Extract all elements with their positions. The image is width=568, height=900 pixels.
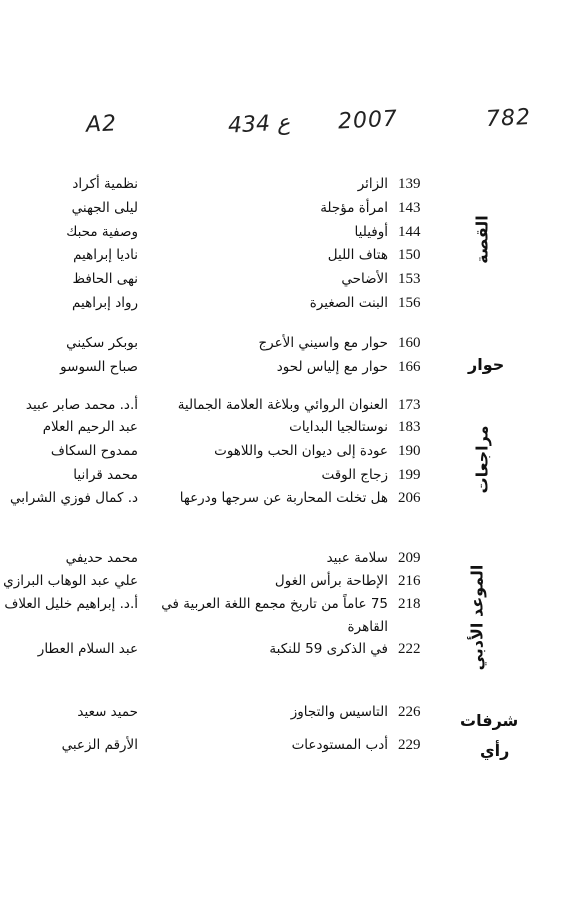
handwritten-mark-issue: 434 ع bbox=[227, 110, 291, 139]
entry-author: بوبكر سكيني bbox=[66, 335, 138, 351]
entry-author: أ.د. إبراهيم خليل العلاف bbox=[4, 596, 138, 612]
page-number: 218 bbox=[398, 596, 421, 612]
toc-entry bbox=[0, 419, 568, 441]
entry-author: حميد سعيد bbox=[77, 704, 138, 720]
entry-author: ممدوح السكاف bbox=[50, 443, 138, 459]
entry-title: الأضاحي bbox=[341, 271, 388, 287]
page-number: 199 bbox=[398, 467, 421, 483]
section-label-literary-date: الموعد الأدبي bbox=[467, 564, 487, 671]
page-number: 139 bbox=[398, 176, 421, 192]
entry-author: محمد قرانيا bbox=[73, 467, 138, 483]
page-number: 160 bbox=[398, 335, 421, 351]
page-number: 144 bbox=[398, 224, 421, 240]
entry-title: أدب المستودعات bbox=[291, 737, 388, 753]
section-label-reviews: مراجعات bbox=[472, 425, 492, 494]
entry-author: أ.د. محمد صابر عبيد bbox=[25, 397, 138, 413]
section-label-interview: حوار bbox=[468, 355, 505, 374]
toc-entry-continuation bbox=[0, 619, 568, 641]
entry-author: وصفية محبك bbox=[66, 224, 138, 240]
page-number: 143 bbox=[398, 200, 421, 216]
entry-title: هل تخلت المحاربة عن سرجها ودرعها bbox=[179, 490, 388, 506]
entry-title: العنوان الروائي وبلاغة العلامة الجمالية bbox=[177, 397, 388, 413]
entry-title: في الذكرى 59 للنكبة bbox=[269, 641, 388, 657]
handwritten-mark-year: 2007 bbox=[337, 106, 399, 135]
entry-title: 75 عاماً من تاريخ مجمع اللغة العربية في bbox=[161, 596, 388, 612]
entry-title: الإطاحة برأس الغول bbox=[274, 573, 388, 589]
toc-entry bbox=[0, 467, 568, 489]
entry-title: زجاج الوقت bbox=[321, 467, 388, 483]
page-number: 209 bbox=[398, 550, 421, 566]
toc-entry bbox=[0, 596, 568, 618]
entry-author: صباح السوسو bbox=[60, 359, 138, 375]
entry-author: د. كمال فوزي الشرابي bbox=[10, 490, 138, 506]
page-number: 153 bbox=[398, 271, 421, 287]
toc-entry bbox=[0, 573, 568, 595]
entry-title: امرأة مؤجلة bbox=[320, 200, 388, 216]
toc-entry bbox=[0, 641, 568, 663]
page-number: 229 bbox=[398, 737, 421, 753]
entry-title: حوار مع إلياس لحود bbox=[276, 359, 388, 375]
toc-entry bbox=[0, 443, 568, 465]
entry-title: التاسيس والتجاوز bbox=[290, 704, 388, 720]
toc-entry bbox=[0, 247, 568, 269]
section-label-balconies: شرفات bbox=[460, 711, 519, 730]
handwritten-mark-left: A2 bbox=[85, 111, 118, 138]
page-number: 150 bbox=[398, 247, 421, 263]
entry-author: نظمية أكراد bbox=[72, 176, 138, 192]
toc-entry bbox=[0, 295, 568, 317]
toc-entry bbox=[0, 224, 568, 246]
entry-title: نوستالجيا البدايات bbox=[289, 419, 388, 435]
entry-title: أوفيليا bbox=[354, 224, 388, 240]
entry-title: حوار مع واسيني الأعرج bbox=[258, 335, 388, 351]
entry-title: البنت الصغيرة bbox=[309, 295, 388, 311]
section-label-opinion: رأي bbox=[480, 741, 510, 760]
page-number: 222 bbox=[398, 641, 421, 657]
entry-author: نهى الحافظ bbox=[72, 271, 138, 287]
page-number: 226 bbox=[398, 704, 421, 720]
page-number: 173 bbox=[398, 397, 421, 413]
page-number: 183 bbox=[398, 419, 421, 435]
toc-entry bbox=[0, 550, 568, 572]
toc-entry bbox=[0, 737, 568, 759]
toc-entry bbox=[0, 704, 568, 726]
toc-entry bbox=[0, 397, 568, 419]
entry-author: علي عبد الوهاب البرازي bbox=[3, 573, 138, 589]
toc-entry bbox=[0, 200, 568, 222]
toc-entry bbox=[0, 359, 568, 381]
page-number: 216 bbox=[398, 573, 421, 589]
toc-entry bbox=[0, 335, 568, 357]
entry-author: رواد إبراهيم bbox=[72, 295, 138, 311]
entry-title: هتاف الليل bbox=[327, 247, 388, 263]
page-number: 206 bbox=[398, 490, 421, 506]
entry-author: عبد الرحيم العلام bbox=[42, 419, 138, 435]
entry-author: ليلى الجهني bbox=[71, 200, 138, 216]
toc-entry bbox=[0, 490, 568, 512]
entry-title: سلامة عبيد bbox=[326, 550, 388, 566]
toc-entry bbox=[0, 176, 568, 198]
entry-author: عبد السلام العطار bbox=[37, 641, 138, 657]
entry-title: القاهرة bbox=[347, 619, 388, 635]
entry-author: محمد حديفي bbox=[65, 550, 138, 566]
section-label-story: القصة bbox=[472, 215, 492, 264]
toc-entry bbox=[0, 271, 568, 293]
entry-author: الأرقم الزعبي bbox=[61, 737, 138, 753]
page-number: 190 bbox=[398, 443, 421, 459]
entry-title: عودة إلى ديوان الحب واللاهوت bbox=[214, 443, 388, 459]
page-number: 156 bbox=[398, 295, 421, 311]
handwritten-mark-right: 782 bbox=[485, 104, 532, 133]
entry-author: ناديا إبراهيم bbox=[73, 247, 138, 263]
page-number: 166 bbox=[398, 359, 421, 375]
entry-title: الزائر bbox=[357, 176, 388, 192]
